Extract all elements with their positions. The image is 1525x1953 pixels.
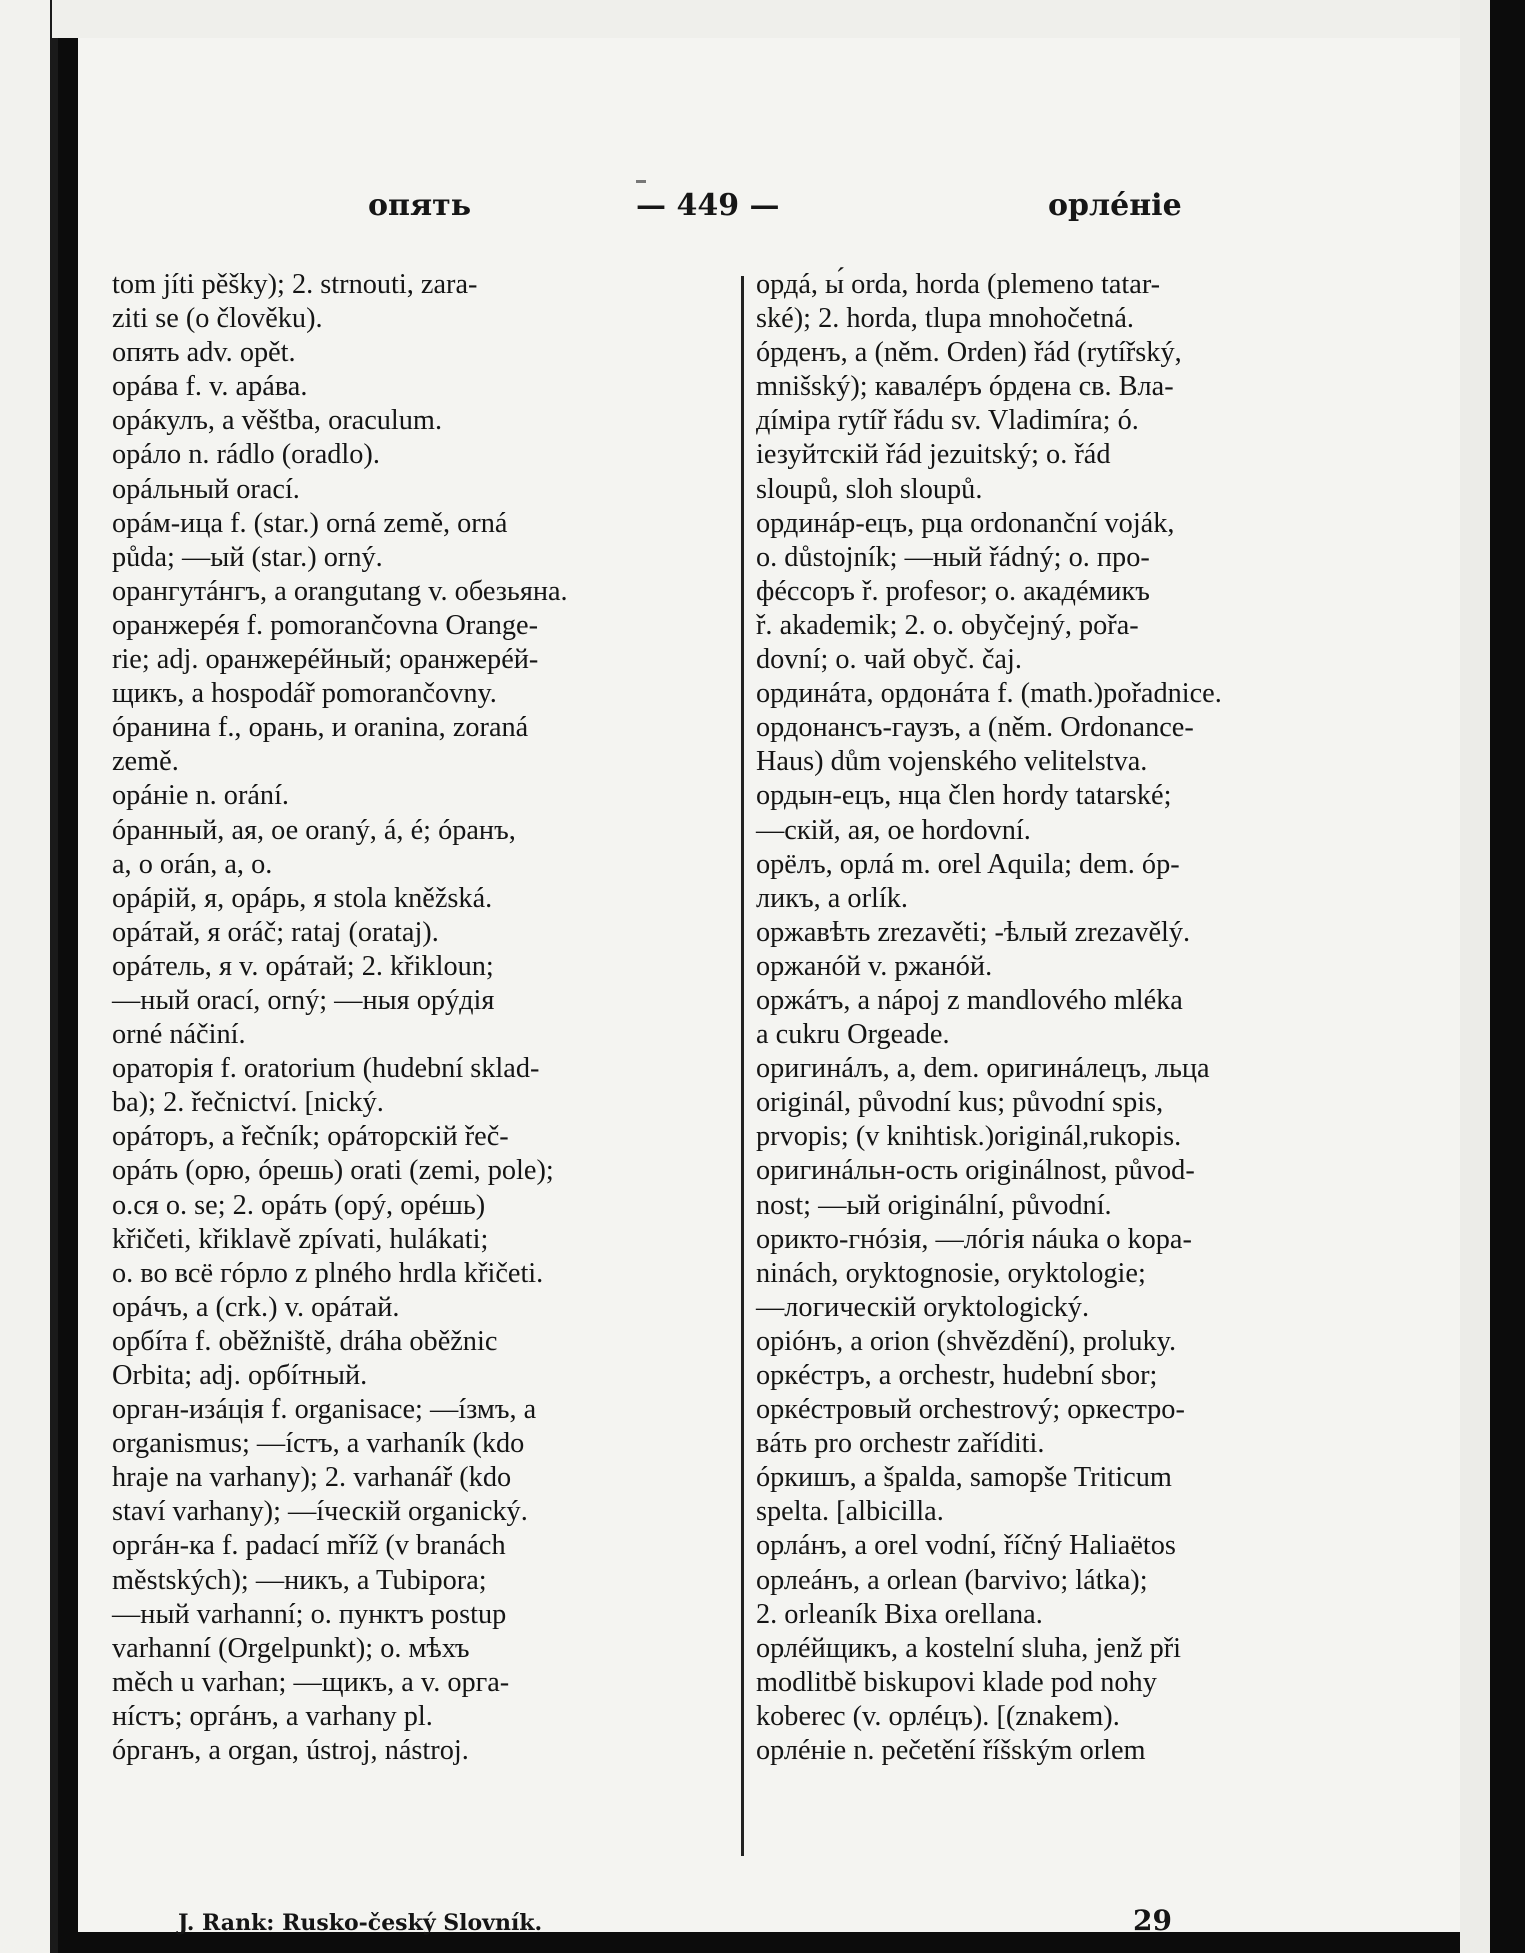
entry-line: sloupů, sloh sloupů. [756,473,983,505]
entry-line: spelta. [albicilla. [756,1496,944,1528]
print-mark [636,180,646,183]
entry-line: ордын-ецъ, нца člen hordy tatarské; [756,780,1172,812]
entry-line: ликъ, a orlík. [756,882,908,914]
entry-line: оржáтъ, a nápoj z mandlového mléka [756,984,1183,1016]
entry-line: óрденъ, a (něm. Orden) řád (rytířský, [756,337,1182,369]
entry-line: Orbita; adj. орбíтный. [112,1360,368,1391]
entry-line: орáкулъ, a věštba, oraculum. [112,405,443,437]
entry-line: ординáта, ордонáта f. (math.)pořadnice. [756,678,1222,710]
entry-line: оргáн-ка f. padací mříž (v branách [112,1530,506,1562]
running-header [78,188,1460,228]
entry-line: орáтай, я oráč; rataj (orataj). [112,916,439,948]
entry-line: орбíта f. oběžniště, dráha oběžnic [112,1325,498,1357]
entry-line: орлеáнъ, a orlean (barvivo; látka); [756,1564,1148,1596]
entry-line: орган-изáція f. organisace; —íзмъ, a [112,1394,537,1426]
entry-line: ba); 2. řečnictví. [nický. [112,1087,384,1119]
entry-line: о.ся o. se; 2. орáть (орý, орéшь) [112,1189,486,1221]
entry-line: nost; —ый originální, původní. [756,1189,1112,1221]
entry-line: а, о orán, a, o. [112,848,273,880]
entry-line: ордá, ы́ orda, horda (plemeno tatar- [756,269,1161,300]
entry-line: оркéстръ, a orchestr, hudební sbor; [756,1360,1158,1391]
entry-line: —логическій oryktologický. [756,1291,1090,1323]
entry-line: щикъ, a hospodář pomorančovny. [112,678,497,710]
entry-line: нíстъ; оргáнъ, a varhany pl. [112,1700,433,1732]
entry-line: hraje na varhany); 2. varhanář (kdo [112,1462,512,1494]
footer-signature: J. Rank: Rusko-český Slovník. [178,1910,543,1936]
entry-line: оркéстровый orchestrový; оркестро- [756,1394,1185,1426]
entry-line: ř. akademik; 2. o. obyčejný, pořa- [756,609,1139,641]
entry-line: оригинáльн-ость originálnost, původ- [756,1155,1195,1187]
entry-line: organismus; —íстъ, a varhaník (kdo [112,1428,525,1460]
entry-line: o. důstojník; —ный řádný; o. про- [756,541,1150,573]
top-page-edge [52,0,1490,38]
entry-line: tom jíti pěšky); 2. strnouti, zara- [112,269,478,300]
entry-line: křičeti, křiklavě zpívati, hulákati; [112,1223,489,1255]
entry-line: óркишъ, a špalda, samopše Triticum [756,1462,1172,1494]
right-column [756,268,1376,1768]
entry-line: орáчъ, a (crk.) v. орáтай. [112,1291,400,1323]
page-number: — 449 — [636,188,780,223]
entry-line: óранина f., орань, и oranina, zoraná [112,712,529,744]
entry-line: mnišský); кавалéръ óрдена св. Вла- [756,371,1174,403]
entry-line: dovní; o. чай obyč. čaj. [756,644,1022,676]
entry-line: ziti se (o člověku). [112,303,323,335]
entry-line: půda; —ый (star.) orný. [112,541,383,573]
entry-line: оригинáлъ, a, dem. оригинáлецъ, льца [756,1053,1210,1085]
entry-line: о. во всё гóрло z plného hrdla křičeti. [112,1257,544,1289]
entry-line: koberec (v. орлéцъ). [(znakem). [756,1700,1120,1732]
entry-line: оріóнъ, a orion (shvězdění), proluky. [756,1325,1177,1357]
entry-line: іезуйтскій řád jezuitský; o. řád [756,439,1111,471]
entry-line: орлéніе n. pečetění říšským orlem [756,1735,1146,1767]
sheet-number: 29 [1133,1904,1172,1937]
entry-line: óранный, ая, ое oraný, á, é; óранъ, [112,814,516,846]
dictionary-page [78,38,1460,1937]
entry-line: varhanní (Orgelpunkt); o. мѣхъ [112,1632,470,1664]
entry-line: modlitbě biskupovi klade pod nohy [756,1666,1157,1698]
entry-line: орáтель, я v. орáтай; 2. křikloun; [112,950,494,982]
entry-line: орáва f. v. арáва. [112,371,308,403]
left-page-edge [0,0,52,1953]
header-last-entry: орлéніе [1048,188,1182,223]
right-page-edge [1460,0,1490,1953]
entry-line: ské); 2. horda, tlupa mnohočetná. [756,303,1134,335]
entry-line: ординáр-ецъ, рца ordonanční voják, [756,507,1175,539]
entry-line: —ный orací, orný; —ныя орýдія [112,984,495,1016]
entry-line: орáть (орю, óрешь) orati (zemi, pole); [112,1155,554,1187]
entry-line: ninách, oryktognosie, oryktologie; [756,1257,1146,1289]
entry-line: орáло n. rádlo (oradlo). [112,439,380,471]
entry-line: —скій, ая, ое hordovní. [756,814,1031,846]
entry-line: орáльный orací. [112,473,300,505]
entry-line: орикто-гнóзія, —лóгія náuka o kopa- [756,1223,1192,1255]
entry-line: орёлъ, орлá m. orel Aquila; dem. óр- [756,848,1180,880]
entry-line: Haus) dům vojenského velitelstva. [756,746,1148,778]
entry-line: ораторія f. oratorium (hudební sklad- [112,1053,540,1085]
entry-line: ордонансъ-гаузъ, a (něm. Ordonance- [756,712,1194,744]
entry-line: оржавѣть zrezavěti; -ѣлый zrezavělý. [756,916,1191,948]
header-first-entry: опять [368,188,472,223]
entry-line: орлéйщикъ, a kostelní sluha, jenž při [756,1632,1182,1664]
entry-line: originál, původní kus; původní spis, [756,1087,1164,1119]
entry-line: оранжерéя f. pomorančovna Orange- [112,609,539,641]
entry-line: орáторъ, a řečník; орáторскій řeč- [112,1121,509,1153]
entry-line: prvopis; (v knihtisk.)originál,rukopis. [756,1121,1182,1153]
column-divider [741,276,744,1856]
entry-line: оржанóй v. ржанóй. [756,950,993,982]
entry-line: вáть pro orchestr zaříditi. [756,1428,1045,1460]
entry-line: 2. orleaník Bixa orellana. [756,1598,1043,1630]
entry-line: —ный varhanní; о. пунктъ postup [112,1598,507,1630]
entry-line: орáрій, я, орáрь, я stola kněžská. [112,882,493,914]
page-gutter-shadow [50,0,58,1953]
entry-line: орангутáнгъ, a orangutang v. обезьяна. [112,575,568,607]
entry-line: orné náčiní. [112,1019,246,1051]
entry-line: a cukru Orgeade. [756,1019,950,1051]
left-column [112,268,732,1768]
entry-line: městských); —никъ, a Tubipora; [112,1564,487,1596]
entry-line: měch u varhan; —щикъ, a v. орга- [112,1666,510,1698]
entry-line: дíміра rytíř řádu sv. Vladimíra; ó. [756,405,1139,437]
entry-line: rie; adj. оранжерéйный; оранжерéй- [112,644,539,676]
entry-line: орлáнъ, a orel vodní, říčný Haliaëtos [756,1530,1176,1562]
entry-line: óрганъ, a organ, ústroj, nástroj. [112,1735,469,1767]
entry-line: země. [112,746,179,778]
entry-line: фéссоръ ř. profesor; o. акадéмикъ [756,575,1150,607]
entry-line: орáм-ица f. (star.) orná země, orná [112,507,508,539]
entry-line: staví varhany); —íческій organický. [112,1496,528,1528]
entry-line: опять adv. opět. [112,337,296,369]
entry-line: орáніе n. orání. [112,780,290,812]
